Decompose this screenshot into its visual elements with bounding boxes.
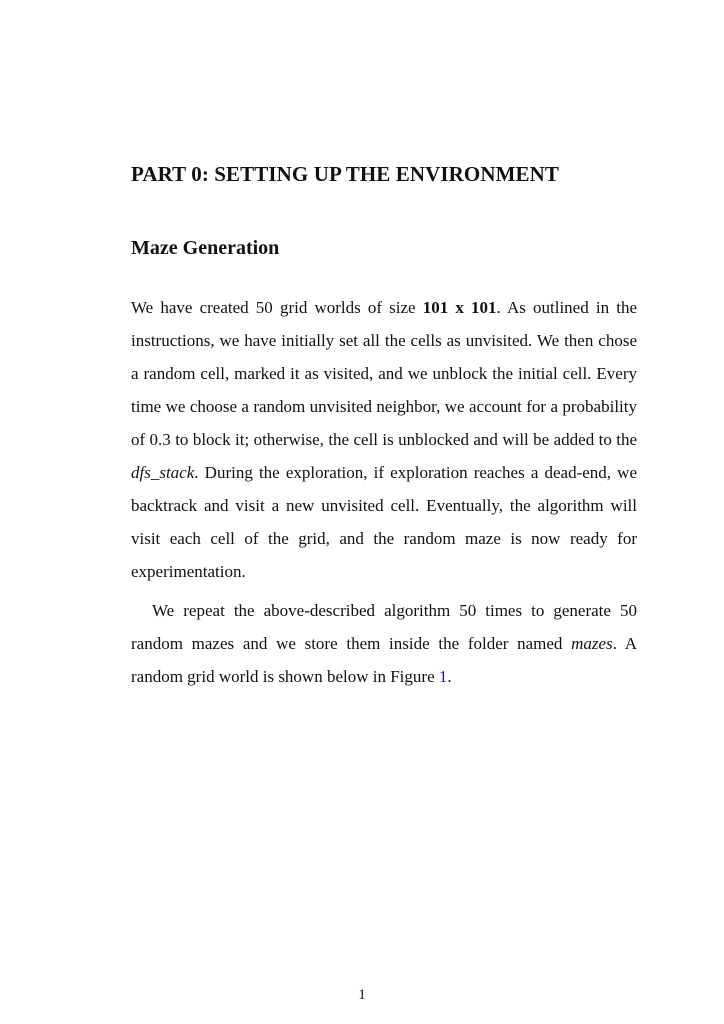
mazes-folder-italic: mazes xyxy=(571,634,613,653)
dfs-stack-italic: dfs_stack xyxy=(131,463,195,482)
figure-1-link[interactable]: 1 xyxy=(438,667,448,686)
paragraph1-text-a: We have created 50 grid worlds of size xyxy=(131,298,423,317)
page-number: 1 xyxy=(358,987,366,1003)
paragraph2-text-c: . xyxy=(447,667,452,686)
paragraph1-text-b: . As outlined in the instructions, we have initially set all the cells as unvisited. We then chose a random cell, marked it as visited, and we unblock the initial cell. Every time we choose a random unvisited neighbor, we account for a probability of 0.3 to block it; otherwise, the cell is unblocked and will be added to the xyxy=(131,298,637,449)
paragraph-repeat xyxy=(131,594,637,693)
grid-size-bold: 101 x 101 xyxy=(422,298,497,317)
section-heading: PART 0: SETTING UP THE ENVIRONMENT xyxy=(131,162,559,186)
paragraph-maze-generation xyxy=(131,291,637,588)
subsection-heading: Maze Generation xyxy=(131,237,280,259)
paragraph2-text-a: We repeat the above-described algorithm 50 times to generate 50 random mazes and we store them inside the folder named xyxy=(131,601,637,653)
paragraph1-text-c: . During the exploration, if exploration reaches a dead-end, we backtrack and visit a new unvisited cell. Eventually, the algorithm will visit each cell of the grid, and the random maze is now ready for experimentation. xyxy=(131,463,637,581)
paragraph2-text-b: . A random grid world is shown below in Figure xyxy=(131,634,637,686)
